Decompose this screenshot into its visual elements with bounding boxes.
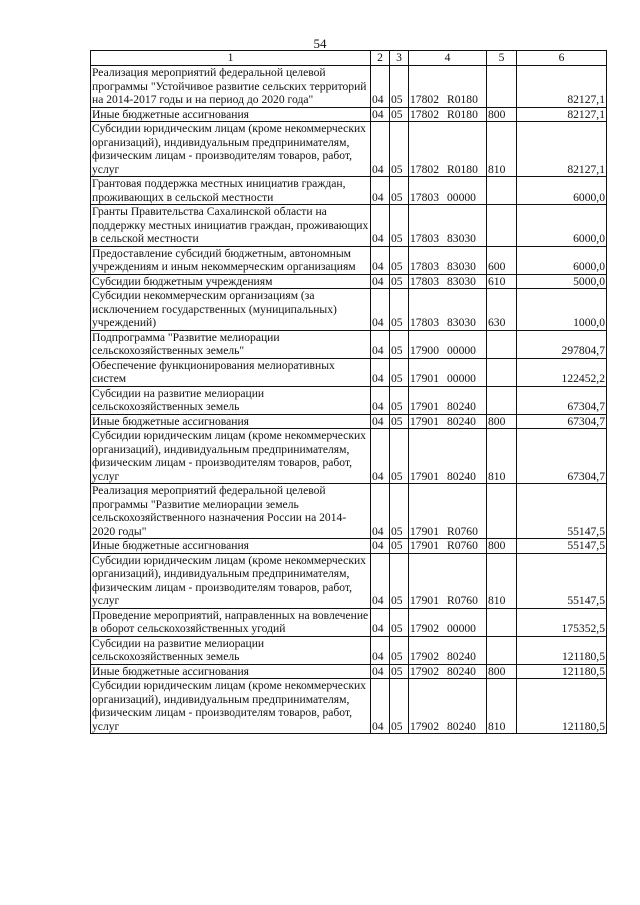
row-name: Предоставление субсидий бюджетным, автономным учреждениям и иным некоммерческим организациям [91, 246, 371, 274]
row-expense-type [487, 484, 517, 539]
row-amount: 55147,5 [517, 539, 607, 554]
row-target-article-direction: 83030 [446, 260, 476, 273]
row-target-article-program: 17803 [410, 316, 439, 329]
row-target-article-direction: 80240 [446, 664, 476, 678]
table-row [91, 664, 607, 679]
row-expense-type: 800 [487, 539, 517, 554]
table-row [91, 386, 607, 414]
table-row [91, 289, 607, 331]
row-name: Субсидии юридическим лицам (кроме некоммерческих организаций), индивидуальным предпринимателям, физическим лицам - производителям товаров, работ, услуг [91, 553, 371, 608]
row-amount: 67304,7 [517, 386, 607, 414]
row-subsection: 05 [390, 484, 409, 539]
table-row [91, 66, 607, 108]
row-target-article-direction: 80240 [446, 719, 476, 733]
row-name: Подпрограмма "Развитие мелиорации сельскохозяйственных земель" [91, 330, 371, 358]
row-target-article-direction: 80240 [446, 469, 476, 483]
row-amount: 55147,5 [517, 484, 607, 539]
row-target-article-direction: R0180 [446, 162, 478, 176]
row-target-article-direction: 00000 [446, 190, 476, 204]
row-target-article [409, 330, 487, 358]
header-col-2: 2 [371, 51, 390, 66]
row-name: Субсидии на развитие мелиорации сельскохозяйственных земель [91, 386, 371, 414]
row-amount: 67304,7 [517, 429, 607, 484]
row-target-article-program: 17901 [410, 400, 439, 413]
row-subsection: 05 [390, 107, 409, 122]
row-expense-type: 800 [487, 664, 517, 679]
row-target-article-program: 17901 [410, 414, 439, 428]
row-section: 04 [371, 386, 390, 414]
row-name: Иные бюджетные ассигнования [91, 107, 371, 122]
row-name: Реализация мероприятий федеральной целевой программы "Развитие мелиорации земель сельскохозяйственного назначения России на 2014-2020 годы" [91, 484, 371, 539]
row-target-article-program: 17901 [410, 372, 439, 385]
header-col-6: 6 [517, 51, 607, 66]
row-name: Иные бюджетные ассигнования [91, 414, 371, 429]
row-subsection: 05 [390, 66, 409, 108]
row-amount: 6000,0 [517, 246, 607, 274]
row-target-article-program: 17901 [410, 539, 439, 552]
row-target-article-program: 17802 [410, 107, 439, 121]
row-target-article-direction: R0760 [446, 594, 478, 607]
row-section: 04 [371, 358, 390, 386]
header-row [91, 51, 607, 66]
row-target-article [409, 608, 487, 636]
row-amount: 82127,1 [517, 66, 607, 108]
row-target-article [409, 205, 487, 247]
row-expense-type: 800 [487, 107, 517, 122]
row-amount: 82127,1 [517, 122, 607, 177]
row-target-article-program: 17901 [410, 594, 439, 607]
row-subsection: 05 [390, 429, 409, 484]
row-name: Субсидии юридическим лицам (кроме некоммерческих организаций), индивидуальным предпринимателям, физическим лицам - производителям товаров, работ, услуг [91, 122, 371, 177]
row-expense-type [487, 66, 517, 108]
row-target-article-program: 17902 [410, 650, 439, 663]
row-target-article-program: 17902 [410, 664, 439, 678]
row-amount: 55147,5 [517, 553, 607, 608]
row-amount: 121180,5 [517, 636, 607, 664]
row-target-article-direction: R0760 [446, 539, 478, 552]
row-subsection: 05 [390, 358, 409, 386]
row-section: 04 [371, 484, 390, 539]
page-number: 54 [313, 36, 327, 51]
row-section: 04 [371, 177, 390, 205]
row-target-article-direction: 00000 [446, 372, 476, 385]
row-target-article [409, 274, 487, 289]
row-expense-type: 810 [487, 429, 517, 484]
row-target-article [409, 414, 487, 429]
row-amount: 82127,1 [517, 107, 607, 122]
row-target-article-program: 17900 [410, 344, 439, 357]
table-row [91, 636, 607, 664]
row-expense-type [487, 608, 517, 636]
row-subsection: 05 [390, 177, 409, 205]
row-expense-type: 610 [487, 274, 517, 289]
row-subsection: 05 [390, 553, 409, 608]
row-expense-type [487, 386, 517, 414]
row-subsection: 05 [390, 636, 409, 664]
table-row [91, 246, 607, 274]
row-subsection: 05 [390, 679, 409, 734]
row-target-article-direction: 80240 [446, 414, 476, 428]
row-section: 04 [371, 553, 390, 608]
table-row [91, 414, 607, 429]
row-target-article [409, 553, 487, 608]
row-expense-type: 800 [487, 414, 517, 429]
row-section: 04 [371, 246, 390, 274]
row-target-article-direction: R0180 [446, 93, 478, 106]
row-name: Субсидии юридическим лицам (кроме некоммерческих организаций), индивидуальным предпринимателям, физическим лицам - производителям товаров, работ, услуг [91, 429, 371, 484]
header-col-1: 1 [91, 51, 371, 66]
row-amount: 121180,5 [517, 664, 607, 679]
row-target-article-direction: 80240 [446, 650, 476, 663]
table-row [91, 274, 607, 289]
row-expense-type: 810 [487, 679, 517, 734]
row-amount: 175352,5 [517, 608, 607, 636]
row-target-article-direction: 83030 [446, 232, 476, 245]
row-section: 04 [371, 608, 390, 636]
header-col-4: 4 [409, 51, 487, 66]
row-section: 04 [371, 122, 390, 177]
row-subsection: 05 [390, 539, 409, 554]
row-amount: 297804,7 [517, 330, 607, 358]
row-subsection: 05 [390, 289, 409, 331]
table-row [91, 484, 607, 539]
row-name: Гранты Правительства Сахалинской области на поддержку местных инициатив граждан, проживающих в сельской местности [91, 205, 371, 247]
row-section: 04 [371, 205, 390, 247]
row-section: 04 [371, 664, 390, 679]
row-expense-type [487, 330, 517, 358]
row-target-article [409, 66, 487, 108]
row-target-article-direction: 00000 [446, 622, 476, 635]
row-section: 04 [371, 330, 390, 358]
row-target-article-program: 17901 [410, 469, 439, 483]
row-amount: 122452,2 [517, 358, 607, 386]
row-subsection: 05 [390, 608, 409, 636]
row-amount: 1000,0 [517, 289, 607, 331]
row-name: Субсидии бюджетным учреждениям [91, 274, 371, 289]
row-name: Субсидии на развитие мелиорации сельскохозяйственных земель [91, 636, 371, 664]
row-section: 04 [371, 679, 390, 734]
row-name: Иные бюджетные ассигнования [91, 539, 371, 554]
row-amount: 67304,7 [517, 414, 607, 429]
row-target-article [409, 107, 487, 122]
row-subsection: 05 [390, 246, 409, 274]
table-row [91, 205, 607, 247]
row-target-article [409, 246, 487, 274]
row-target-article [409, 539, 487, 554]
row-expense-type [487, 177, 517, 205]
row-name: Субсидии некоммерческим организациям (за исключением государственных (муниципальных) учреждений) [91, 289, 371, 331]
row-target-article-program: 17803 [410, 260, 439, 273]
row-name: Обеспечение функционирования мелиоративных систем [91, 358, 371, 386]
row-target-article [409, 386, 487, 414]
table-row [91, 330, 607, 358]
table-row [91, 122, 607, 177]
row-amount: 121180,5 [517, 679, 607, 734]
row-target-article [409, 177, 487, 205]
row-target-article-direction: 00000 [446, 344, 476, 357]
row-expense-type: 630 [487, 289, 517, 331]
row-expense-type: 810 [487, 553, 517, 608]
table-row [91, 107, 607, 122]
row-name: Грантовая поддержка местных инициатив граждан, проживающих в сельской местности [91, 177, 371, 205]
row-expense-type [487, 205, 517, 247]
header-col-3: 3 [390, 51, 409, 66]
header-col-5: 5 [487, 51, 517, 66]
row-target-article-direction: 83030 [446, 316, 476, 329]
row-target-article-program: 17901 [410, 524, 439, 538]
row-target-article-program: 17803 [410, 190, 439, 204]
row-amount: 5000,0 [517, 274, 607, 289]
row-target-article-program: 17803 [410, 232, 439, 245]
row-subsection: 05 [390, 274, 409, 289]
table-row [91, 608, 607, 636]
table-row [91, 429, 607, 484]
row-section: 04 [371, 274, 390, 289]
row-subsection: 05 [390, 330, 409, 358]
table-row [91, 539, 607, 554]
row-target-article-direction: 80240 [446, 400, 476, 413]
row-subsection: 05 [390, 122, 409, 177]
row-expense-type [487, 358, 517, 386]
table-row [91, 553, 607, 608]
row-target-article-direction: 83030 [446, 274, 476, 288]
row-subsection: 05 [390, 414, 409, 429]
row-target-article-direction: R0760 [446, 524, 478, 538]
row-target-article-program: 17902 [410, 622, 439, 635]
row-target-article [409, 429, 487, 484]
row-name: Иные бюджетные ассигнования [91, 664, 371, 679]
row-expense-type: 600 [487, 246, 517, 274]
row-expense-type [487, 636, 517, 664]
row-target-article-program: 17802 [410, 162, 439, 176]
row-target-article [409, 289, 487, 331]
table-row [91, 679, 607, 734]
row-amount: 6000,0 [517, 177, 607, 205]
row-subsection: 05 [390, 664, 409, 679]
table-body [91, 66, 607, 734]
row-section: 04 [371, 429, 390, 484]
budget-table [90, 50, 607, 734]
row-target-article-program: 17902 [410, 719, 439, 733]
row-section: 04 [371, 66, 390, 108]
row-name: Проведение мероприятий, направленных на вовлечение в оборот сельскохозяйственных угодий [91, 608, 371, 636]
row-subsection: 05 [390, 386, 409, 414]
row-target-article-direction: R0180 [446, 107, 478, 121]
row-target-article-program: 17802 [410, 93, 439, 106]
table-row [91, 177, 607, 205]
row-target-article [409, 664, 487, 679]
row-amount: 6000,0 [517, 205, 607, 247]
row-section: 04 [371, 289, 390, 331]
row-target-article [409, 358, 487, 386]
row-target-article-program: 17803 [410, 274, 439, 288]
row-section: 04 [371, 636, 390, 664]
table-row [91, 358, 607, 386]
row-section: 04 [371, 539, 390, 554]
row-section: 04 [371, 107, 390, 122]
row-target-article [409, 122, 487, 177]
row-target-article [409, 484, 487, 539]
row-target-article [409, 636, 487, 664]
row-subsection: 05 [390, 205, 409, 247]
row-name: Субсидии юридическим лицам (кроме некоммерческих организаций), индивидуальным предпринимателям, физическим лицам - производителям товаров, работ, услуг [91, 679, 371, 734]
row-expense-type: 810 [487, 122, 517, 177]
row-name: Реализация мероприятий федеральной целевой программы "Устойчивое развитие сельских территорий на 2014-2017 годы и на период до 2020 года" [91, 66, 371, 108]
row-section: 04 [371, 414, 390, 429]
row-target-article [409, 679, 487, 734]
